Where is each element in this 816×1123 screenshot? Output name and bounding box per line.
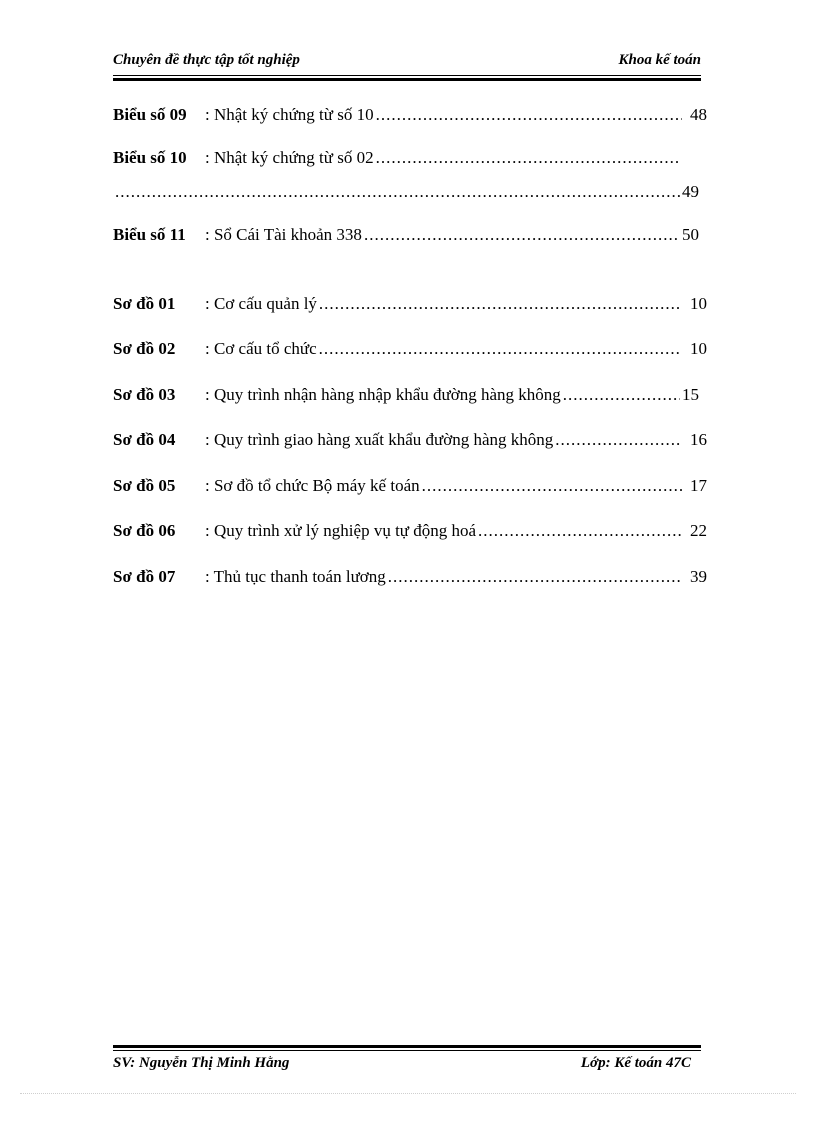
dot-leader (376, 104, 682, 126)
toc-entry (113, 384, 699, 406)
toc-entry-label: Biểu số 11 (113, 225, 186, 244)
dot-leader (388, 566, 682, 588)
footer-rule-thin (113, 1050, 701, 1051)
header-rule-thick (113, 78, 701, 81)
toc-entry (113, 338, 707, 360)
dot-leader (115, 181, 682, 203)
toc-entry-title: : Sơ đồ tổ chức Bộ máy kế toán (205, 476, 420, 495)
footer-left-text: SV: Nguyễn Thị Minh Hằng (113, 1055, 290, 1071)
toc-entry (113, 147, 681, 169)
header-right-text: Khoa kế toán (618, 52, 701, 68)
toc-entry (113, 104, 707, 126)
toc-entry-label: Sơ đồ 07 (113, 567, 176, 586)
page-header (113, 52, 701, 74)
toc-entry-label: Sơ đồ 04 (113, 430, 176, 449)
toc-entry-continuation (115, 181, 699, 203)
toc-entry (113, 566, 707, 588)
toc-entry-title: : Quy trình xử lý nghiệp vụ tự động hoá (205, 521, 477, 540)
toc-entry-label: Sơ đồ 05 (113, 476, 176, 495)
toc-entry-label: Biểu số 09 (113, 105, 187, 124)
page-footer (113, 1055, 691, 1075)
toc-entry-title: : Cơ cấu tổ chức (205, 339, 317, 358)
toc-entry-title: : Thủ tục thanh toán lương (205, 567, 386, 586)
toc-entry-title: : Nhật ký chứng từ số 02 (205, 148, 374, 167)
footer-right-text: Lớp: Kế toán 47C (580, 1055, 691, 1071)
dot-leader (422, 475, 682, 497)
dot-leader (478, 520, 682, 542)
toc-entry-label: Sơ đồ 01 (113, 294, 176, 313)
toc-entry-label: Sơ đồ 03 (113, 385, 176, 404)
toc-entry (113, 520, 707, 542)
footer-rule-thick (113, 1045, 701, 1048)
toc-entry-page: 17 (690, 476, 707, 495)
dot-leader (555, 429, 682, 451)
toc-entry-label: Biểu số 10 (113, 148, 187, 167)
toc-entry-page: 39 (690, 567, 707, 586)
toc-entry-title: : Cơ cấu quản lý (205, 294, 317, 313)
header-left-text: Chuyên đề thực tập tốt nghiệp (113, 52, 300, 68)
dot-leader (563, 384, 680, 406)
toc-entry-title: : Sổ Cái Tài khoản 338 (205, 225, 362, 244)
header-rule-thin (113, 75, 701, 76)
toc-entry-page: 49 (682, 182, 699, 201)
dot-leader (319, 293, 682, 315)
toc-entry-page: 16 (690, 430, 707, 449)
toc-entry-title: : Nhật ký chứng từ số 10 (205, 105, 374, 124)
page-edge-dotted-line (20, 1093, 796, 1096)
toc-entry (113, 429, 707, 451)
toc-entry-page: 15 (682, 385, 699, 404)
toc-entry-page: 22 (690, 521, 707, 540)
toc-entry-page: 50 (682, 225, 699, 244)
toc-entry-label: Sơ đồ 06 (113, 521, 176, 540)
toc-entry (113, 475, 707, 497)
dot-leader (376, 147, 679, 169)
toc-entry-page: 10 (690, 294, 707, 313)
toc-entry-page: 48 (690, 105, 707, 124)
toc-entry-page: 10 (690, 339, 707, 358)
dot-leader (364, 224, 680, 246)
toc-entry-label: Sơ đồ 02 (113, 339, 176, 358)
toc-entry (113, 224, 699, 246)
toc-entry-title: : Quy trình nhận hàng nhập khẩu đường hàng không (205, 385, 561, 404)
toc-entry-title: : Quy trình giao hàng xuất khẩu đường hàng không (205, 430, 554, 449)
dot-leader (319, 338, 682, 360)
toc-entry (113, 293, 707, 315)
